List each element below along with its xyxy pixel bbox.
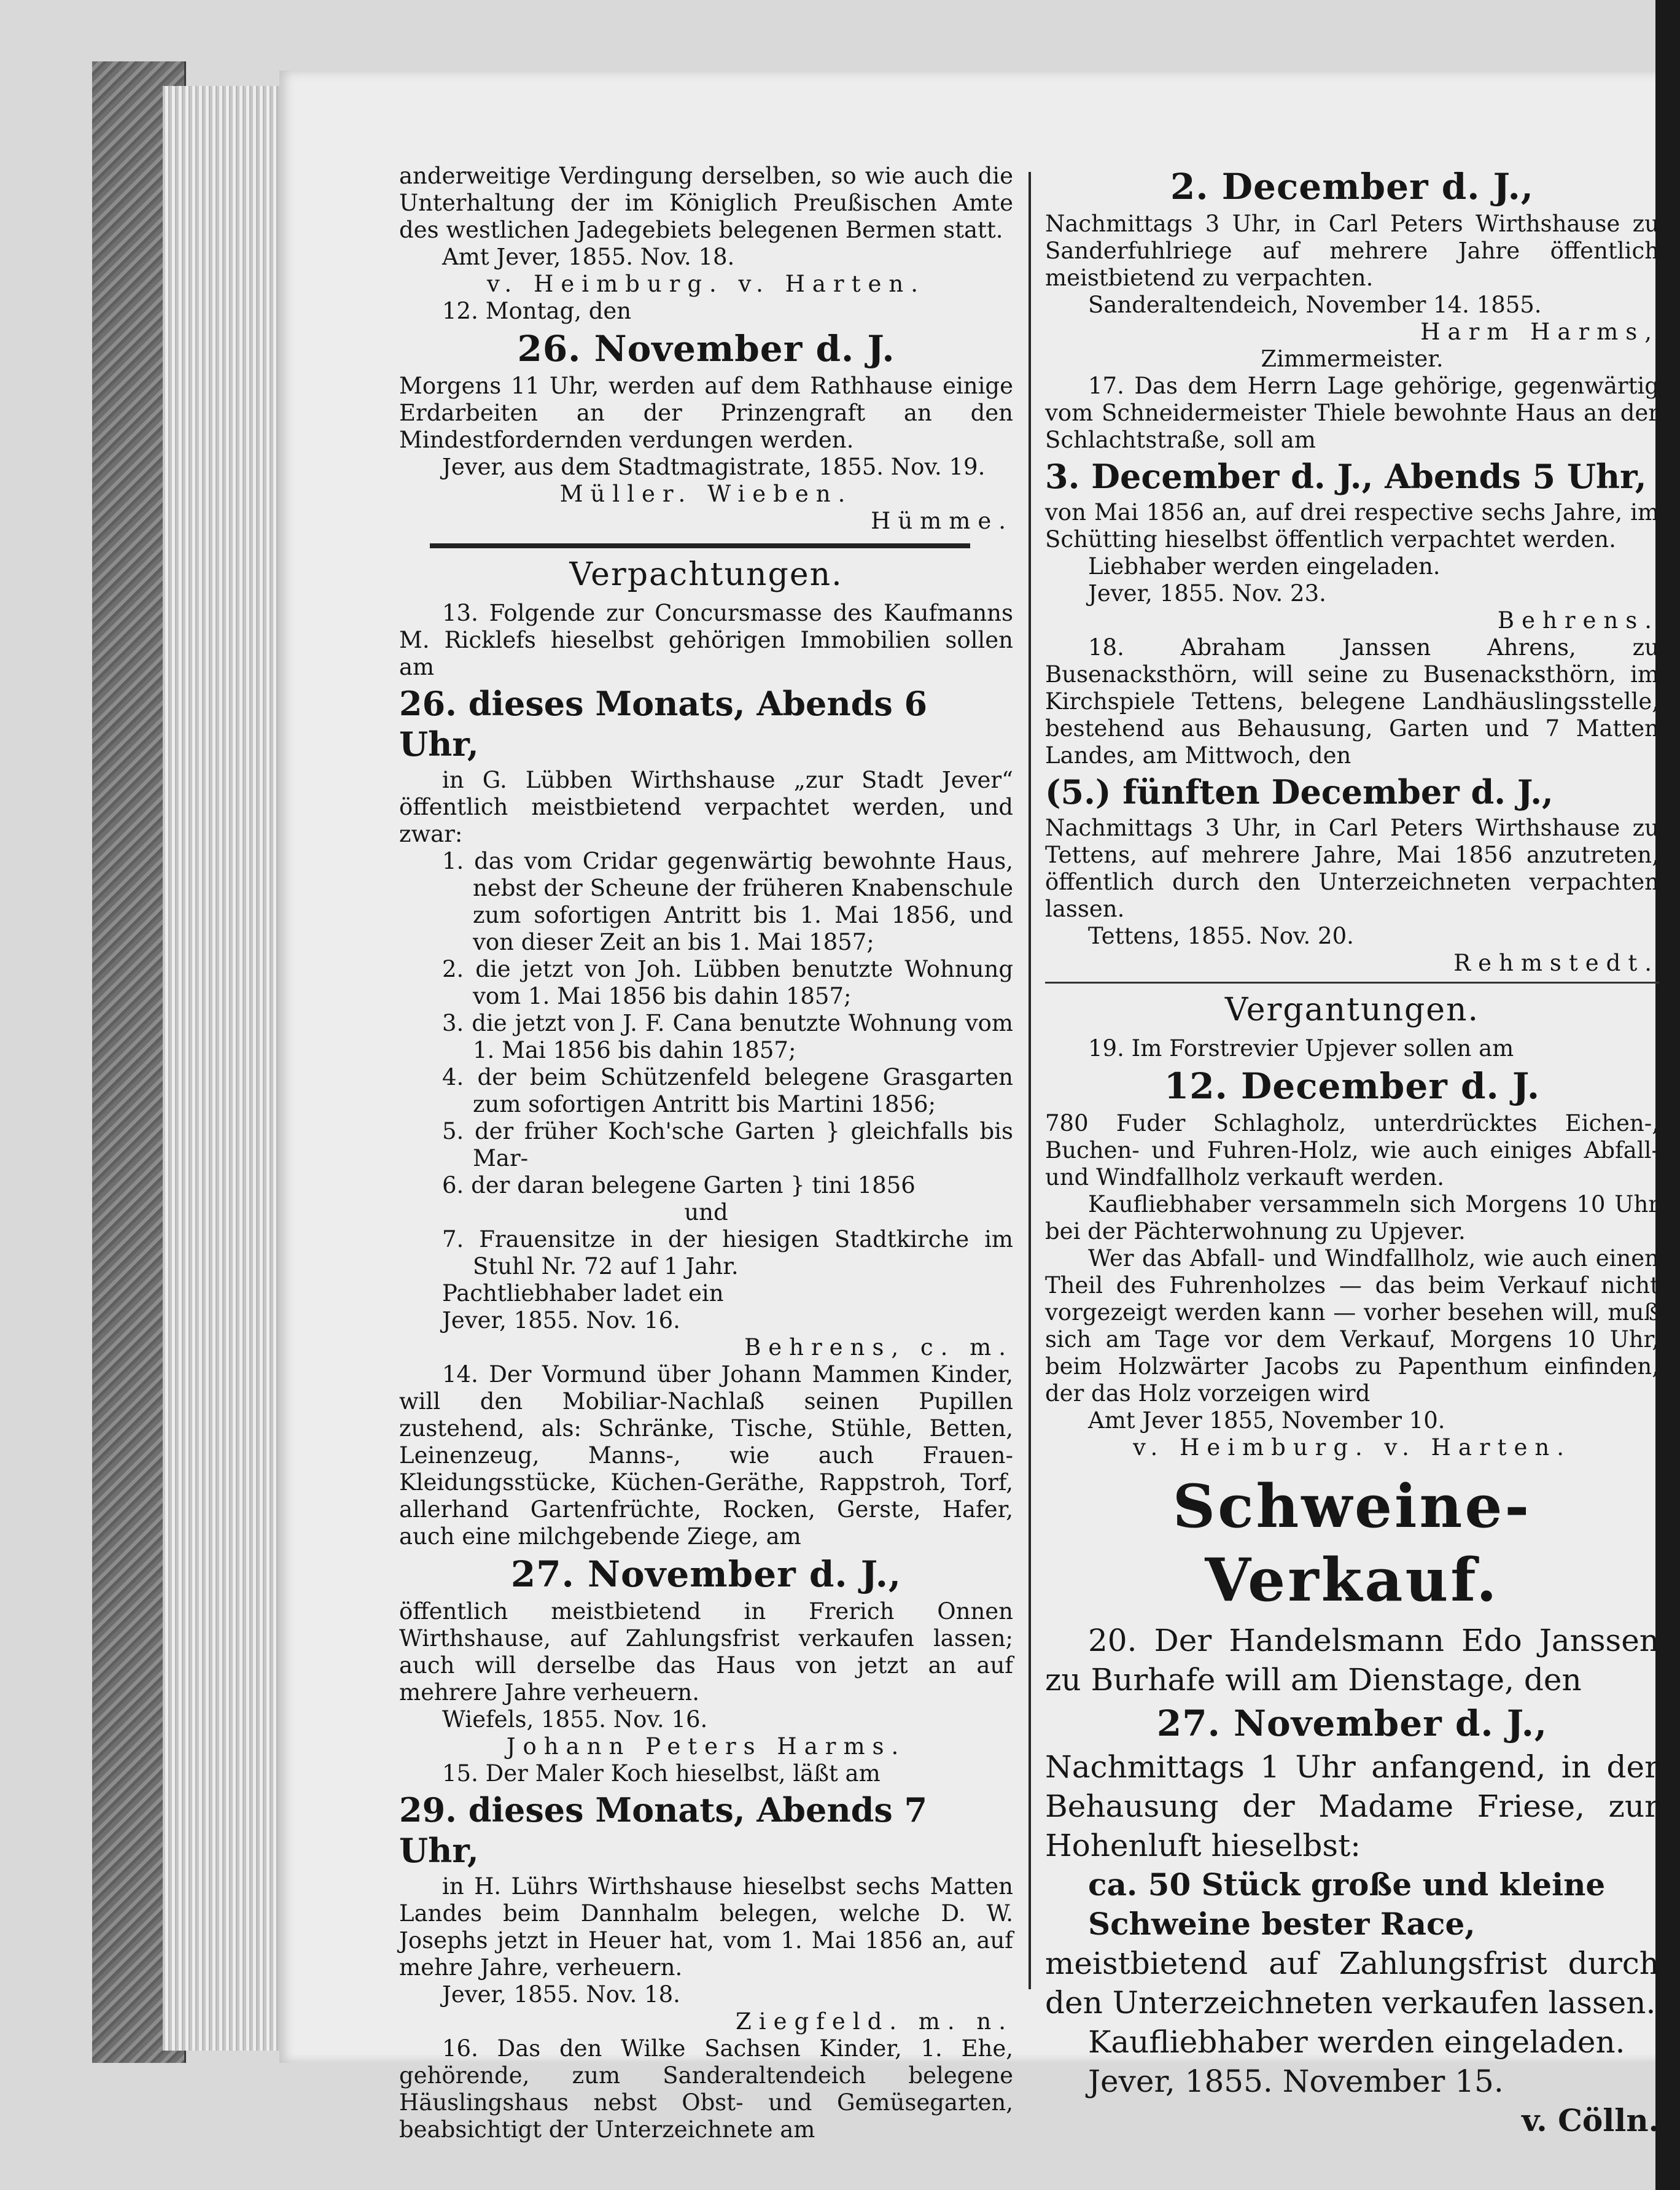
notice-16-date: 2. December d. J., [1170,166,1534,208]
notice-13-invite: Pachtliebhaber ladet ein [442,1280,724,1307]
notice-19-intro: 19. Im Forstrevier Upjever sollen am [1088,1035,1514,1062]
list-item: 6. der daran belegene Garten } tini 1856 [442,1172,916,1198]
page-edges [163,86,286,2051]
notice-14-date: 27. November d. J., [510,1553,902,1595]
notice-18-signature: Rehmstedt. [1453,950,1659,976]
list-item: und [684,1199,728,1225]
notice-17-signature: Behrens. [1497,607,1659,634]
notice-20-intro: 20. Der Handelsmann Edo Janssen zu Burhafe will am Dienstage, den [1045,1623,1659,1698]
notice-13-text: in G. Lübben Wirthshause „zur Stadt Jever“ öffentlich meistbietend verpachtet werden, und zwar: [399,767,1013,847]
section-heading-vergantungen: Vergantungen. [1224,992,1480,1028]
notice-20-text: Nachmittags 1 Uhr anfangend, in der Behausung der Madame Friese, zur Hohenluft hieselbst: [1045,1749,1659,1863]
notice-19-text-2: Kaufliebhaber versammeln sich Morgens 10 Uhr bei der Pächterwohnung zu Upjever. [1045,1191,1659,1244]
column-divider [1029,172,1031,1989]
notice-16-signature-title: Zimmermeister. [1261,346,1444,372]
notice-11-end: anderweitige Verdingung derselben, so wie auch die Unterhaltung der im Königlich Preußischen Amte des westlichen Jadegebiets belegenen Bermen statt. [399,163,1013,243]
notice-17-invite: Liebhaber werden eingeladen. [1088,553,1441,580]
section-rule [1045,982,1659,984]
notice-15-text: in H. Lührs Wirthshause hieselbst sechs Matten Landes beim Dannhalm belegen, welche D. W. Josephs jetzt in Heuer hat, vom 1. Mai 1856 an, auf mehre Jahre, verheuern. [399,1873,1013,1981]
list-item: 2. die jetzt von Joh. Lübben benutzte Wohnung vom 1. Mai 1856 bis dahin 1857; [442,956,1013,1009]
scan-edge [1655,0,1680,2190]
notice-13-place: Jever, 1855. Nov. 16. [442,1307,680,1334]
notice-11-signature: v. Heimburg. v. Harten. [487,271,925,297]
notice-11-place: Amt Jever, 1855. Nov. 18. [442,244,735,270]
notice-19-place: Amt Jever 1855, November 10. [1088,1407,1445,1434]
notice-15-signature: Ziegfeld. m. n. [736,2008,1013,2035]
notice-20-bold: ca. 50 Stück große und kleine Schweine bester Race, [1088,1866,1606,1942]
notice-12-date: 26. November d. J. [517,328,895,370]
list-item: 3. die jetzt von J. F. Cana benutzte Wohnung vom 1. Mai 1856 bis dahin 1857; [442,1010,1013,1063]
notice-17-intro: 17. Das dem Herrn Lage gehörige, gegenwärtig vom Schneidermeister Thiele bewohnte Haus an der Schlachtstraße, soll am [1045,373,1659,453]
pig-sale-title: Schweine-Verkauf. [1172,1472,1532,1615]
notice-20-invite: Kaufliebhaber werden eingeladen. [1088,2024,1625,2060]
notice-19-date: 12. December d. J. [1164,1065,1541,1107]
notice-16-signature: Harm Harms, [1420,319,1659,345]
notice-18-intro: 18. Abraham Janssen Ahrens, zu Busenacksthörn, will seine zu Busenacksthörn, im Kirchspiele Tettens, belegene Landhäuslingsstelle, bestehend aus Behausung, Garten und 7 Matten Landes, am Mittwoch, den [1045,634,1659,769]
notice-16-text-2: Nachmittags 3 Uhr, in Carl Peters Wirthshause zu Sanderfuhlriege auf mehrere Jahre öffentlich meistbietend zu verpachten. [1045,211,1659,291]
notice-15-intro: 15. Der Maler Koch hieselbst, läßt am [442,1760,881,1787]
notice-14-text-2: öffentlich meistbietend in Frerich Onnen Wirthshause, auf Zahlungsfrist verkaufen lassen; auch will derselbe das Haus von jetzt an auf mehrere Jahre verheuern. [399,1598,1013,1706]
notice-17-date: 3. December d. J., Abends 5 Uhr, [1045,457,1647,496]
notice-14-text: 14. Der Vormund über Johann Mammen Kinder, will den Mobiliar-Nachlaß seinen Pupillen zustehend, als: Schränke, Tische, Stühle, Betten, Leinenzeug, Manns-, wie auch Frauen-Kleidungsstücke, Küchen-Geräthe, Rappstroh, Torf, allerhand Gartenfrüchte, Rocken, Gerste, Hafer, auch eine milchgebende Ziege, am [399,1361,1013,1550]
section-rule [430,543,970,548]
notice-15-date: 29. dieses Monats, Abends 7 Uhr, [399,1790,928,1870]
list-item: 4. der beim Schützenfeld belegene Grasgarten zum sofortigen Antritt bis Martini 1856; [442,1064,1013,1117]
list-item: 7. Frauensitze in der hiesigen Stadtkirche im Stuhl Nr. 72 auf 1 Jahr. [442,1226,1013,1279]
notice-12-place: Jever, aus dem Stadtmagistrate, 1855. Nov. 19. [442,454,986,480]
notice-13-intro: 13. Folgende zur Concursmasse des Kaufmanns M. Ricklefs hieselbst gehörigen Immobilien sollen am [399,600,1013,680]
notice-17-place: Jever, 1855. Nov. 23. [1088,580,1326,607]
notice-13-date: 26. dieses Monats, Abends 6 Uhr, [399,684,928,764]
notice-20-date: 27. November d. J., [1156,1703,1548,1744]
notice-12-text: Morgens 11 Uhr, werden auf dem Rathhause einige Erdarbeiten an der Prinzengraft an den Mindestfordernden verdungen werden. [399,373,1013,453]
notice-19-text: 780 Fuder Schlagholz, unterdrücktes Eichen-, Buchen- und Fuhren-Holz, wie auch einiges Abfall- und Windfallholz verkauft werden. [1045,1110,1659,1190]
right-column [1045,163,1659,2140]
notice-19-text-3: Wer das Abfall- und Windfallholz, wie auch einen Theil des Fuhrenholzes — das beim Verkauf nicht vorgezeigt werden kann — vorher besehen will, muß sich am Tage vor dem Verkauf, Morgens 10 Uhr, beim Holzwärter Jacobs zu Papenthum einfinden, der das Holz vorzeigen wird [1045,1245,1659,1407]
notice-18-date: (5.) fünften December d. J., [1045,772,1554,812]
notice-15-place: Jever, 1855. Nov. 18. [442,1981,680,2008]
notice-18-place: Tettens, 1855. Nov. 20. [1088,923,1354,949]
notice-20-place: Jever, 1855. November 15. [1088,2064,1504,2099]
notice-16-text: 16. Das den Wilke Sachsen Kinder, 1. Ehe, gehörende, zum Sanderaltendeich belegene Häuslingshaus nebst Obst- und Gemüsegarten, beabsichtigt der Unterzeichnete am [399,2035,1013,2143]
notice-20-text-2: meistbietend auf Zahlungsfrist durch den Unterzeichneten verkaufen lassen. [1045,1946,1659,2021]
section-heading-verpachtungen: Verpachtungen. [569,556,843,593]
list-item: 5. der früher Koch'sche Garten } gleichfalls bis Mar- [442,1118,1013,1171]
notice-18-text: Nachmittags 3 Uhr, in Carl Peters Wirthshause zu Tettens, auf mehrere Jahre, Mai 1856 anzutreten, öffentlich durch den Unterzeichneten verpachten lassen. [1045,815,1659,922]
list-item: 1. das vom Cridar gegenwärtig bewohnte Haus, nebst der Scheune der früheren Knabenschule zum sofortigen Antritt bis 1. Mai 1856, und von dieser Zeit an bis 1. Mai 1857; [442,848,1013,955]
notice-17-text: von Mai 1856 an, auf drei respective sechs Jahre, im Schütting hieselbst öffentlich verpachtet werden. [1045,499,1659,553]
notice-13-signature: Behrens, c. m. [744,1334,1013,1361]
notice-19-signature: v. Heimburg. v. Harten. [1133,1434,1571,1461]
notice-12-intro: 12. Montag, den [442,298,632,324]
notice-12-signature: Müller. Wieben. [559,481,853,507]
notice-12-signature-2: Hümme. [871,508,1013,534]
notice-20-signature: v. Cölln. [1522,2102,1659,2138]
left-column [399,163,1013,2143]
notice-14-signature: Johann Peters Harms. [506,1733,906,1760]
notice-16-place: Sanderaltendeich, November 14. 1855. [1088,292,1542,318]
notice-14-place: Wiefels, 1855. Nov. 16. [442,1706,708,1733]
